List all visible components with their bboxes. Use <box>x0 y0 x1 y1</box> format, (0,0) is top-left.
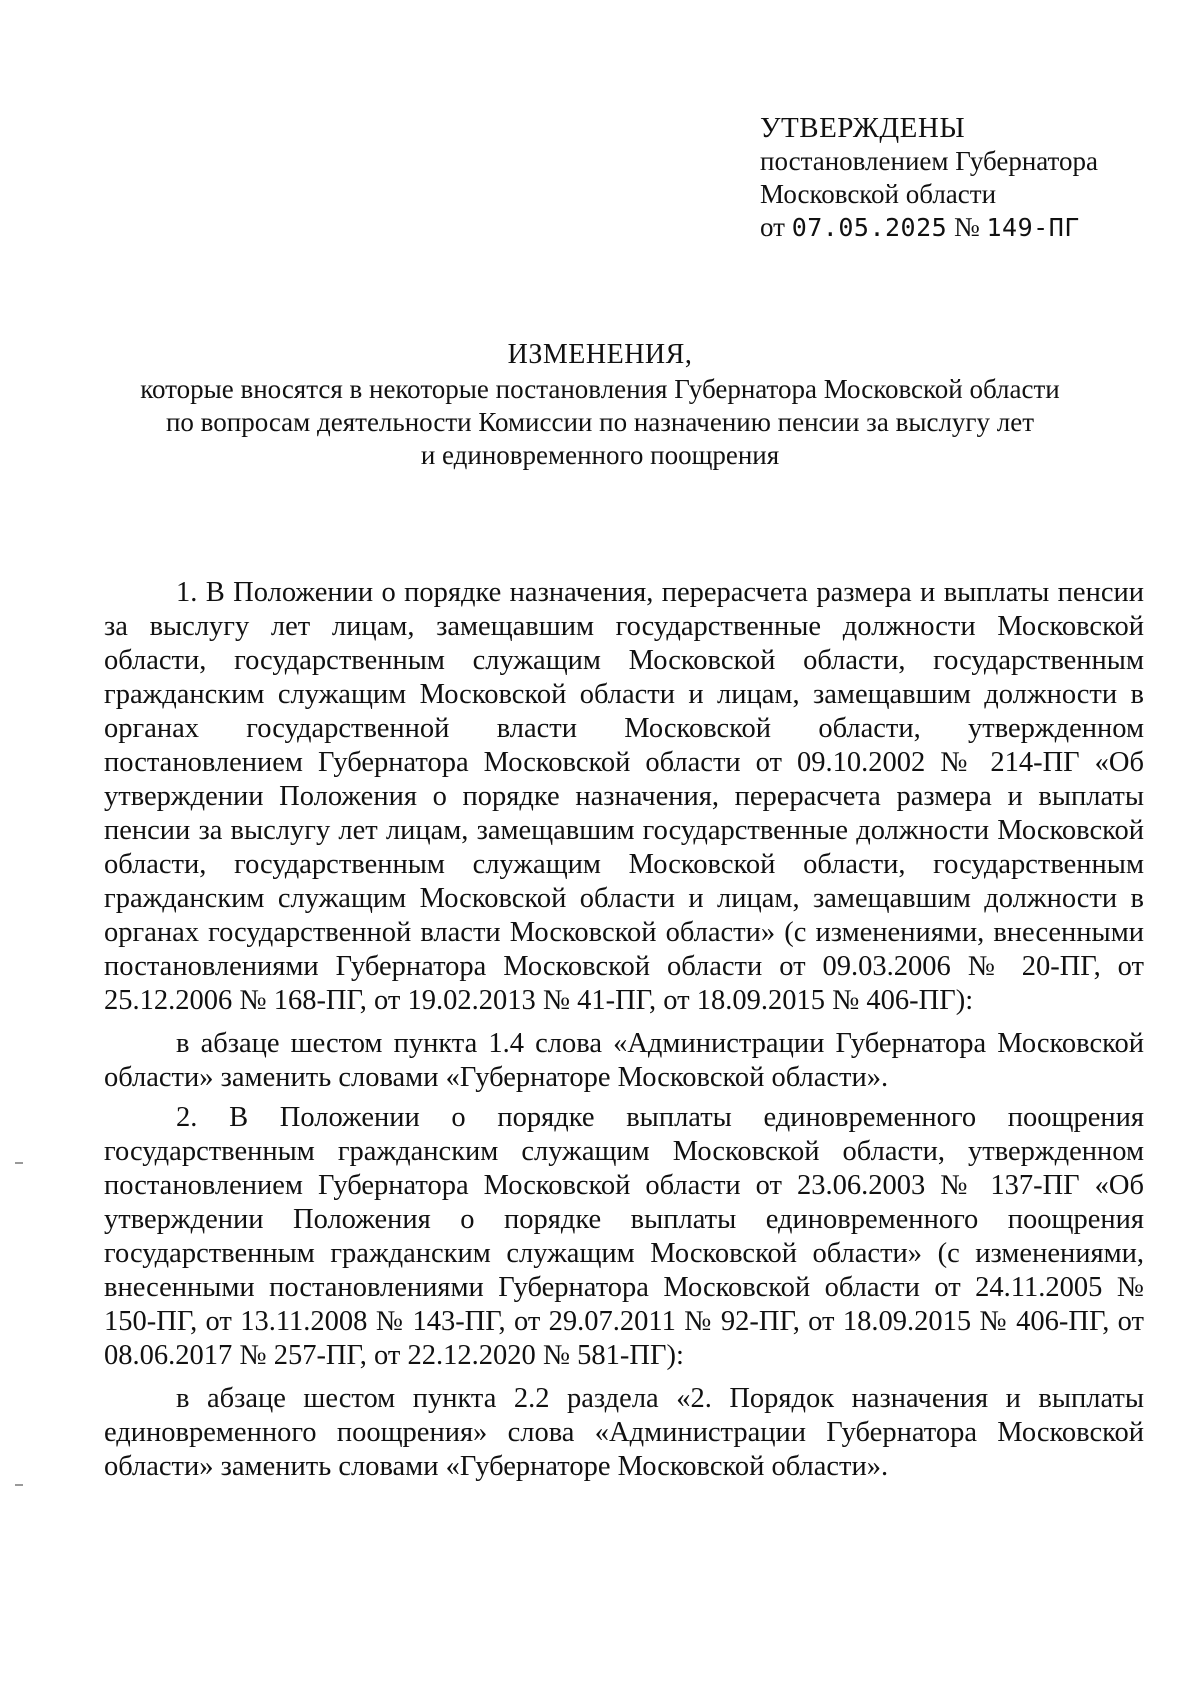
document-title-block <box>0 338 1200 472</box>
document-body <box>104 576 1144 1493</box>
approval-number-sign: № <box>953 212 980 242</box>
approval-heading: УТВЕРЖДЕНЫ <box>760 112 966 144</box>
approval-from-prefix: от <box>760 212 785 242</box>
paragraph-3: 2. В Положении о порядке выплаты единовременного поощрения государственным гражданским служащим Московской области, утвержденном постановлением Губернатора Московской области от 23.06.2003 № 137-ПГ «Об утверждении Положения о порядке выплаты единовременного поощрения государственным гражданским служащим Московской области» (с изменениями, внесенными постановлениями Губернатора Московской области от 24.11.2005 № 150-ПГ, от 13.11.2008 № 143-ПГ, от 29.07.2011 № 92-ПГ, от 18.09.2015 № 406-ПГ, от 08.06.2017 № 257-ПГ, от 22.12.2020 № 581-ПГ): <box>104 1102 1144 1371</box>
document-subtitle-line-3: и единовременного поощрения <box>420 440 780 470</box>
margin-scan-mark <box>15 1162 23 1164</box>
approval-line-2: Московской области <box>760 179 997 209</box>
paragraph-2: в абзаце шестом пункта 1.4 слова «Администрации Губернатора Московской области» заменить словами «Губернаторе Московской области». <box>104 1028 1144 1093</box>
approval-date: 07.05.2025 <box>791 213 948 242</box>
approval-line-1: постановлением Губернатора <box>760 146 1098 176</box>
document-subtitle-line-2: по вопросам деятельности Комиссии по назначению пенсии за выслугу лет <box>165 407 1034 437</box>
approval-stamp <box>760 112 1098 244</box>
paragraph-1: 1. В Положении о порядке назначения, перерасчета размера и выплаты пенсии за выслугу лет лицам, замещавшим государственные должности Московской области, государственным служащим Московской области, государственным гражданским служащим Московской области и лицам, замещавшим должности в органах государственной власти Московской области, утвержденном постановлением Губернатора Московской области от 09.10.2002 № 214-ПГ «Об утверждении Положения о порядке назначения, перерасчета размера и выплаты пенсии за выслугу лет лицам, замещавшим государственные должности Московской области, государственным служащим Московской области, государственным гражданским служащим Московской области и лицам, замещавшим должности в органах государственной власти Московской области» (с изменениями, внесенными постановлениями Губернатора Московской области от 09.03.2006 № 20-ПГ, от 25.12.2006 № 168-ПГ, от 19.02.2013 № 41-ПГ, от 18.09.2015 № 406-ПГ): <box>104 577 1144 1016</box>
margin-scan-mark <box>15 1484 23 1486</box>
approval-number: 149-ПГ <box>986 213 1080 242</box>
paragraph-4: в абзаце шестом пункта 2.2 раздела «2. Порядок назначения и выплаты единовременного поощрения» слова «Администрации Губернатора Московской области» заменить словами «Губернаторе Московской области». <box>104 1383 1144 1482</box>
document-subtitle-line-1: которые вносятся в некоторые постановления Губернатора Московской области <box>140 374 1060 404</box>
document-title: ИЗМЕНЕНИЯ, <box>507 339 693 370</box>
approval-date-number-line <box>760 211 1098 244</box>
